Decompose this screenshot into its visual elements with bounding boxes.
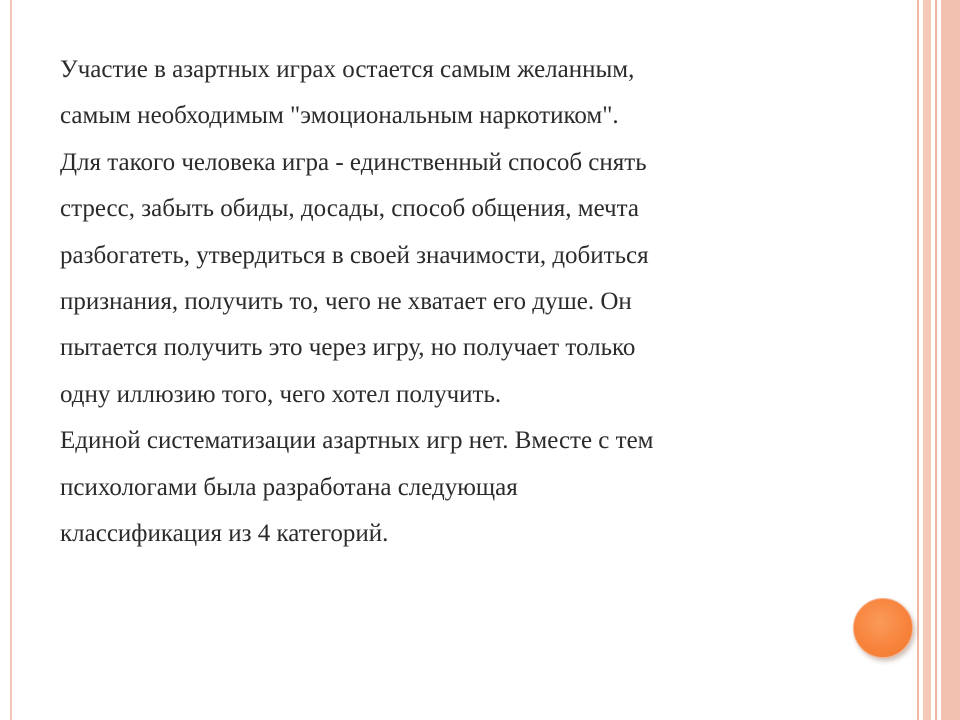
body-line: разбогатеть, утвердиться в своей значимости, добиться [60,241,649,269]
body-line: Для такого человека игра - единственный способ снять [60,148,647,176]
body-line: психологами была разработана следующая [60,473,518,501]
stripe [923,0,931,720]
slide-body-text [60,47,860,557]
body-line: признания, получить то, чего не хватает его душе. Он [60,288,632,316]
stripe [917,0,919,720]
stripe [935,0,937,720]
body-line: пытается получить это через игру, но получает только [60,334,636,362]
body-line: Единой систематизации азартных игр нет. Вместе с тем [60,427,654,455]
body-line: самым необходимым "эмоциональным наркотиком". [60,102,619,130]
left-border-line [10,0,12,720]
stripe [941,0,960,720]
right-decorative-stripes [917,0,960,720]
orange-circle-decoration [853,598,913,658]
body-line: одну иллюзию того, чего хотел получить. [60,380,502,408]
body-line: Участие в азартных играх остается самым желанным, [60,56,635,83]
body-line: стресс, забыть обиды, досады, способ общения, мечта [60,195,639,223]
body-line: классификация из 4 категорий. [60,520,389,548]
